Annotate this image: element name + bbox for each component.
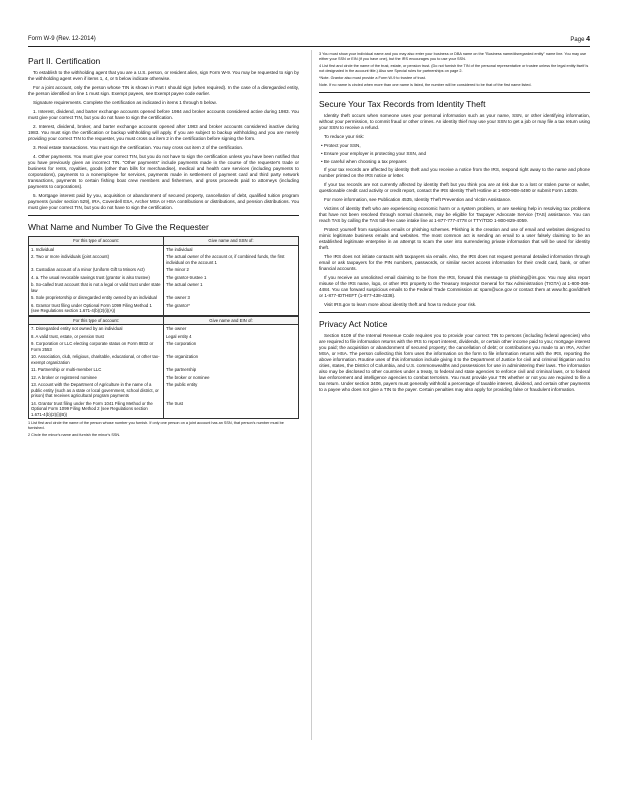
footnote: 3 You must show your individual name and you may also enter your business or DBA name on the "Business name/disregarded entity" name line. You may use either your SSN or EIN (if you have one), but the IRS encourages you to use your SSN. [319,52,587,61]
paragraph: If you receive an unsolicited email claiming to be from the IRS, forward this message to phishing@irs.gov. You may also report misuse of the IRS name, logo, or other IRS property to the Treasury Inspector General for Tax Administration (TIGTA) at 1-800-366-4484. You can forward suspicious emails to the Federal Trade Commission at: spam@uce.gov or contact them at www.ftc.gov/idtheft or 1-877-IDTHEFT (1-877-438-4338). [319,275,590,298]
give-name-cell: The corporation [164,340,299,353]
footnote: 1 List first and circle the name of the person whose number you furnish. If only one person on a joint account has an SSN, that person's number must be furnished. [28,421,284,430]
account-type-cell: 10. Association, club, religious, charitable, educational, or other tax-exempt organization [29,353,164,366]
paragraph: The IRS does not initiate contacts with taxpayers via emails. Also, the IRS does not request personal detailed information through email or ask taxpayers for the PIN numbers, passwords, or similar secret access information for their credit card, bank, or other financial accounts. [319,254,590,271]
section-rule-privacy [319,312,590,313]
paragraph: 3. Real estate transactions. You must sign the certification. You may cross out item 2 of the certification. [33,145,244,150]
table-row [29,325,299,333]
give-name-cell: The owner [164,325,299,333]
footnote: 2 Circle the minor's name and furnish the minor's SSN. [28,433,121,437]
give-name-cell: Legal entity 4 [164,333,299,341]
give-name-cell: The partnership [164,366,299,374]
column-divider [311,50,312,740]
give-name-cell: The individual [164,245,299,253]
paragraph: If your tax records are affected by identity theft and you receive a notice from the IRS, respond right away to the name and phone number printed on the IRS notice or letter. [319,167,590,178]
account-type-cell: 1. Individual [29,245,164,253]
account-type-cell: 14. Grantor trust filing under the Form 1041 Filing Method or the Optional Form 1099 Filing Method 2 (see Regulations section 1.671-4(b)(2)(i)(B)) [29,400,164,419]
table-row [29,266,299,274]
give-name-cell: The actual owner 1 [164,281,299,294]
account-type-cell: 11. Partnership or multi-member LLC [29,366,164,374]
paragraph: Visit IRS.gov to learn more about identity theft and how to reduce your risk. [324,302,477,307]
identity-theft-title: Secure Your Tax Records from Identity Theft [319,99,486,109]
privacy-act-paragraphs [319,333,590,393]
give-name-cell: The broker or nominee [164,374,299,382]
paragraph: To reduce your risk: [324,134,365,139]
table-row [29,400,299,419]
footnote: 4 List first and circle the name of the trust, estate, or pension trust. (Do not furnish the TIN of the personal representative or trustee unless the legal entity itself is not designated in the account title.) Also see Special rules for partnerships on page 2. [319,64,589,73]
table-row [29,353,299,366]
paragraph: Section 6109 of the Internal Revenue Code requires you to provide your correct TIN to persons (including federal agencies) who are required to file information returns with the IRS to report interest, dividends, or certain other income paid to you; mortgage interest you paid; the acquisition or abandonment of secured property; the cancellation of debt; or contributions you made to an IRA, Archer MSA, or HSA. The person collecting this form uses the information on the form to file information returns with the IRS, reporting the above information. Routine uses of this information include giving it to the Department of Justice for civil and criminal litigation and to cities, states, the District of Columbia, and U.S. commonwealths and possessions for use in administering their laws. The information also may be disclosed to other countries under a treaty, to federal and state agencies to enforce civil and criminal laws, or to federal law enforcement and intelligence agencies to combat terrorism. You must provide your TIN whether or not you are required to file a tax return. Under section 3406, payers must generally withhold a percentage of taxable interest, dividend, and certain other payments to a payee who does not give a TIN to the payer. Certain penalties may also apply for providing false or fraudulent information. [319,333,590,392]
continued-footnotes [319,52,590,88]
give-name-cell: The actual owner of the account or, if combined funds, the first individual on the account 1 [164,253,299,266]
certification-paragraphs [28,70,299,211]
risk-bullets [319,143,590,165]
privacy-act-title: Privacy Act Notice [319,319,388,329]
give-name-cell: The organization [164,353,299,366]
table-row [29,294,299,302]
account-type-cell: 12. A broker or registered nominee [29,374,164,382]
header-rule [28,46,590,47]
right-column [319,50,590,396]
paragraph: Victims of identity theft who are experiencing economic harm or a system problem, or are seeking help in resolving tax problems that have not been resolved through normal channels, may be eligible for Taxpayer Advocate Service (TAS) assistance. You can reach TAS by calling the TAS toll-free case intake line at 1-877-777-4778 or TTY/TDD 1-800-829-4059. [319,206,590,223]
ein-table-header-give: Give name and EIN of: [164,316,299,325]
account-type-cell: 6. Grantor trust filing under Optional Form 1099 Filing Method 1 (see Regulations section 1.671-4(b)(2)(i)(A)) [29,302,164,316]
bullet-item: • Be careful when choosing a tax preparer. [321,159,408,164]
table-row [29,366,299,374]
table-row [29,281,299,294]
identity-theft-intro [319,113,590,140]
page-label: Page [570,37,585,43]
table-row [29,374,299,382]
account-type-cell: 3. Custodian account of a minor (Uniform Gift to Minors Act) [29,266,164,274]
paragraph: For more information, see Publication 4535, Identity Theft Prevention and Victim Assistance. [324,197,512,202]
table-footnotes [28,421,299,438]
account-type-cell: b. So-called trust account that is not a legal or valid trust under state law [29,281,164,294]
paragraph: To establish to the withholding agent that you are a U.S. person, or resident alien, sign Form W-9. You may be requested to sign by the withholding agent even if items 1, 4, or 5 below indicate otherwise. [28,70,299,81]
table-row [29,274,299,282]
paragraph: 1. Interest, dividend, and barter exchange accounts opened before 1984 and broker accounts considered active during 1983. You must give your correct TIN, but you do not have to sign the certification. [28,109,299,120]
identity-theft-paragraphs [319,167,590,308]
paragraph: For a joint account, only the person whose TIN is shown in Part I should sign (when required). In the case of a disregarded entity, the person identified on line 1 must sign. Exempt payees, see Exempt payee code earlier. [28,85,299,96]
give-name-cell: The grantor* [164,302,299,316]
paragraph: 5. Mortgage interest paid by you, acquisition or abandonment of secured property, cancellation of debt, qualified tuition program payments (under section 529), IRA, Coverdell ESA, Archer MSA or HSA contributions or distributions, and pension distributions. You must give your correct TIN, but you do not have to sign the certification. [28,193,299,210]
account-type-cell: 13. Account with the Department of Agriculture in the name of a public entity (such as a state or local government, school district, or prison) that receives agricultural program payments [29,381,164,400]
account-type-cell: 8. A valid trust, estate, or pension trust [29,333,164,341]
table-row [29,253,299,266]
give-name-cell: The public entity [164,381,299,400]
bullet-item: • Protect your SSN, [321,143,361,148]
table-row [29,302,299,316]
paragraph: Identity theft occurs when someone uses your personal information such as your name, SSN, or other identifying information, without your permission, to commit fraud or other crimes. An identity thief may use your SSN to get a job or may file a tax return using your SSN to receive a refund. [319,113,590,130]
left-column [28,50,299,438]
section-rule-right [319,92,590,93]
ssn-table-header-give: Give name and SSN of: [164,237,299,246]
bullet-item: • Ensure your employer is protecting your SSN, and [321,151,427,156]
account-type-cell: 4. a. The usual revocable savings trust (grantor is also trustee) [29,274,164,282]
ssn-table-header-account: For this type of account: [29,237,164,246]
requester-section-title: What Name and Number To Give the Requester [28,222,209,232]
give-name-cell: The grantor-trustee 1 [164,274,299,282]
paragraph: 4. Other payments. You must give your correct TIN, but you do not have to sign the certification unless you have been notified that you have previously given an incorrect TIN. "Other payments" include payments made in the course of the requester's trade or business for rents, royalties, goods (other than bills for merchandise), medical and health care services (including payments to corporations), payments to a nonemployee for services, payments made in settlement of payment card and third party network transactions, payments to certain fishing boat crew members and fishermen, and gross proceeds paid to attorneys (including payments to corporations). [28,154,299,189]
part-title: Part II. Certification [28,56,101,66]
give-name-cell: The owner 3 [164,294,299,302]
footnote: *Note. Grantor also must provide a Form W-9 to trustee of trust. [319,76,426,80]
paragraph: Protect yourself from suspicious emails or phishing schemes. Phishing is the creation and use of email and websites designed to mimic legitimate business emails and websites. The most common act is sending an email to a user falsely claiming to be an established legitimate enterprise in an attempt to scam the user into surrendering private information that will be used for identity theft. [319,227,590,250]
ssn-table [28,236,299,316]
table-row [29,340,299,353]
footnote: Note. If no name is circled when more than one name is listed, the number will be considered to be that of the first name listed. [319,83,532,87]
give-name-cell: The trust [164,400,299,419]
form-id: Form W-9 (Rev. 12-2014) [28,36,96,42]
table-row [29,333,299,341]
account-type-cell: 7. Disregarded entity not owned by an individual [29,325,164,333]
account-type-cell: 2. Two or more individuals (joint account) [29,253,164,266]
account-type-cell: 5. Sole proprietorship or disregarded entity owned by an individual [29,294,164,302]
table-row [29,381,299,400]
page-number [570,36,590,43]
ein-table [28,316,299,420]
paragraph: 2. Interest, dividend, broker, and barter exchange accounts opened after 1983 and broker accounts considered inactive during 1983. You must sign the certification or backup withholding will apply. If you are subject to backup withholding and you are merely providing your correct TIN to the requester, you must cross out item 2 in the certification before signing the form. [28,124,299,141]
page-number-value: 4 [586,36,590,43]
paragraph: If your tax records are not currently affected by identity theft but you think you are at risk due to a lost or stolen purse or wallet, questionable credit card activity or credit report, contact the IRS Identity Theft Hotline at 1-800-908-4490 or submit Form 14039. [319,182,590,193]
give-name-cell: The minor 2 [164,266,299,274]
section-rule [28,215,299,216]
ein-table-header-account: For this type of account: [29,316,164,325]
account-type-cell: 9. Corporation or LLC electing corporate status on Form 8832 or Form 2553 [29,340,164,353]
paragraph: Signature requirements. Complete the certification as indicated in items 1 through 5 below. [33,100,217,105]
table-row [29,245,299,253]
